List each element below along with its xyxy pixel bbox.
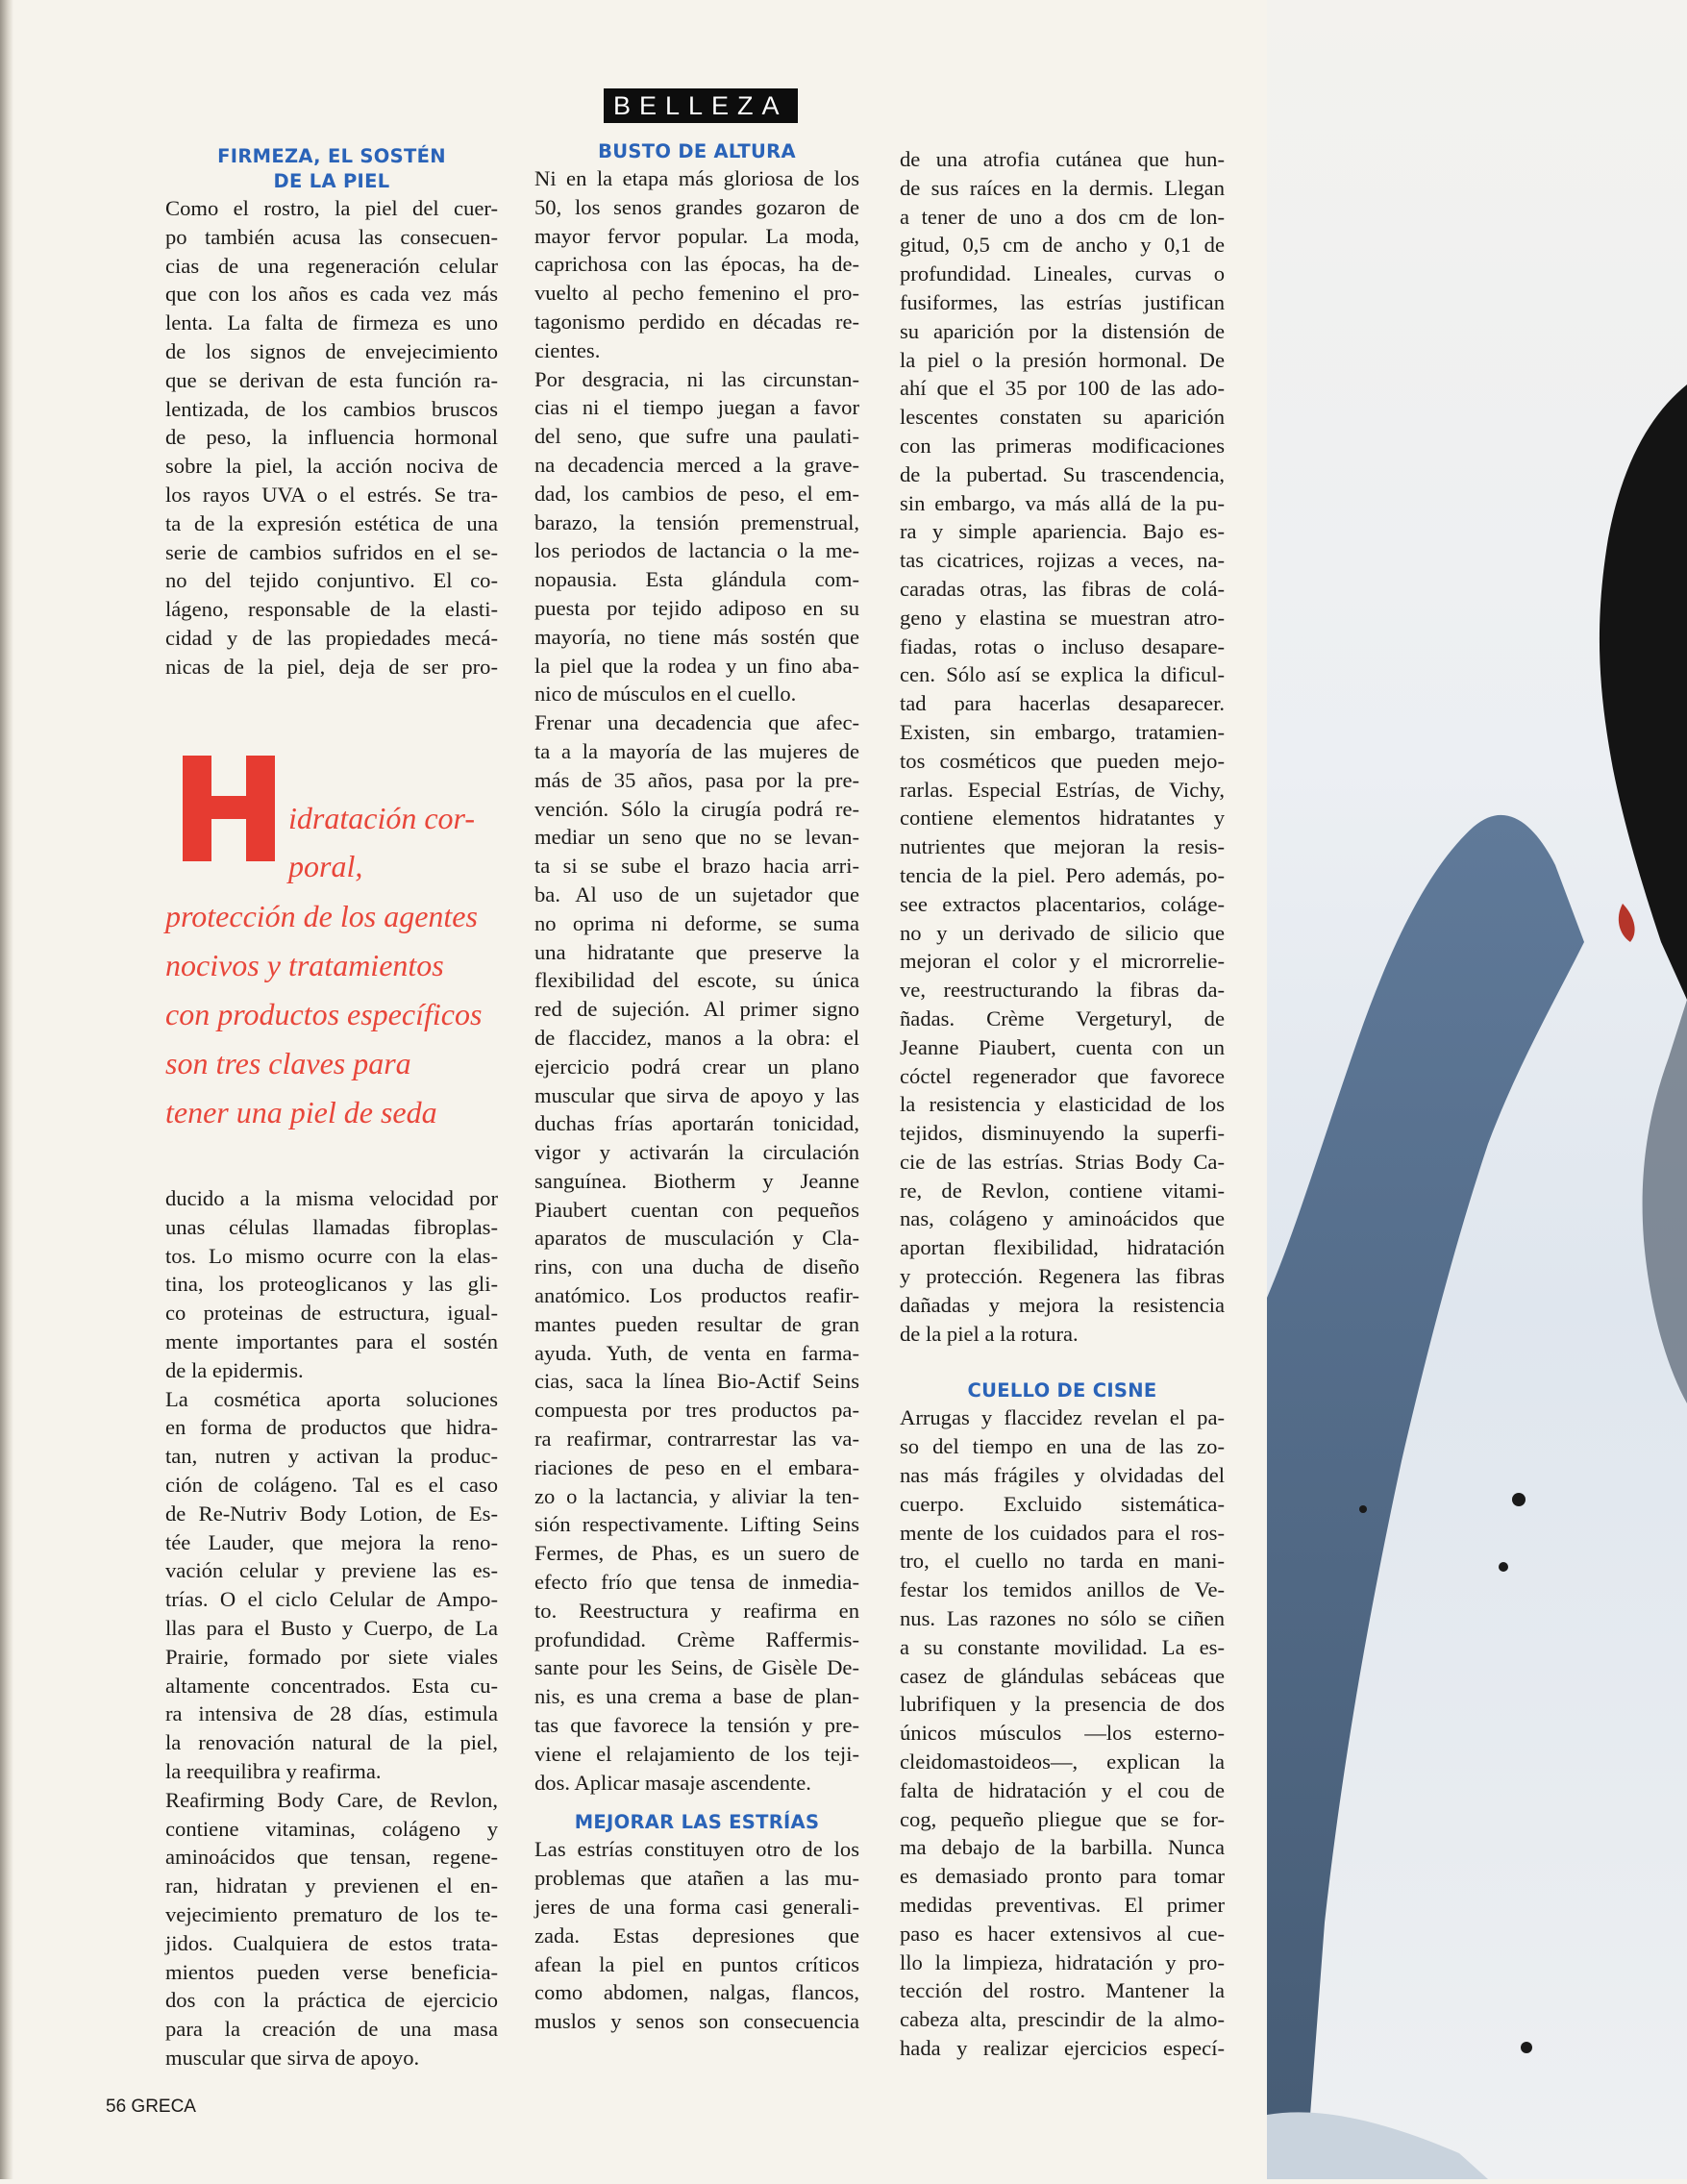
text-line: compuesta por tres productos pa- (534, 1398, 859, 1423)
text-line: dad, los cambios de peso, el em- (534, 481, 859, 506)
text-line: altamente concentrados. Esta cu- (165, 1673, 498, 1698)
text-line: 50, los senos grandes gozaron de (534, 194, 859, 219)
text-line: la piel o la presión hormonal. De (900, 347, 1225, 372)
text-line: Prairie, formado por siete viales (165, 1644, 498, 1669)
text-line: Existen, sin embargo, tratamien- (900, 719, 1225, 744)
heading-cuello: CUELLO DE CISNE (967, 1379, 1157, 1402)
page-folio: 56 GRECA (106, 2097, 196, 2117)
binding-shadow (0, 0, 13, 2179)
text-line: únicos músculos —los esterno- (900, 1721, 1225, 1746)
text-line: sión respectivamente. Lifting Seins (534, 1512, 859, 1537)
text-line: vención. Sólo la cirugía podrá re- (534, 796, 859, 821)
text-line: de Re-Nutriv Body Lotion, de Es- (165, 1501, 498, 1526)
text-line: de sus raíces en la dermis. Llegan (900, 175, 1225, 200)
text-line: Las estrías constituyen otro de los (534, 1837, 859, 1862)
text-line: falta de hidratación y el cou de (900, 1777, 1225, 1802)
text-line: lágeno, responsable de la elasti- (165, 597, 498, 622)
text-line: dañadas y mejora la resistencia (900, 1292, 1225, 1317)
text-line: ta si se sube el brazo hacia arri- (534, 854, 859, 879)
text-line: viene el relajamiento de los teji- (534, 1741, 859, 1766)
col2-text-2 (534, 1835, 859, 2036)
quote-line: poral, (288, 849, 363, 883)
text-line: aparatos de musculación y Cla- (534, 1226, 859, 1251)
text-line: lubrifiquen y la presencia de dos (900, 1692, 1225, 1717)
text-line: La cosmética aporta soluciones (165, 1386, 498, 1411)
text-line: rins, con una ducha de diseño (534, 1254, 859, 1279)
text-line: Piaubert cuentan con pequeños (534, 1197, 859, 1222)
text-line: duchas frías aportarán tonicidad, (534, 1111, 859, 1136)
text-line: problemas que atañen a las mu- (534, 1866, 859, 1891)
text-line: a tener de uno a dos cm de lon- (900, 204, 1225, 229)
snow-photo (1267, 0, 1687, 2179)
text-line: tina, los proteoglicanos y las gli- (165, 1272, 498, 1297)
text-line: so del tiempo en una de las zo- (900, 1434, 1225, 1459)
quote-line: nocivos y tratamientos (165, 948, 444, 982)
text-line: to. Reestructura y reafirma en (534, 1598, 859, 1623)
text-line: mayoría, no tiene más sostén que (534, 624, 859, 649)
text-line: que se derivan de esta función ra- (165, 367, 498, 392)
text-line: tos cosméticos que pueden mejo- (900, 748, 1225, 773)
text-line: que con los años es cada vez más (165, 282, 498, 307)
text-line: sanguínea. Biotherm y Jeanne (534, 1168, 859, 1193)
quote-line: son tres claves para (165, 1046, 411, 1080)
text-line: cie de las estrías. Strias Body Ca- (900, 1149, 1225, 1174)
text-line: tas cicatrices, rojizas a veces, na- (900, 548, 1225, 573)
text-line: caradas otras, las fibras de colá- (900, 576, 1225, 601)
text-line: ran, hidratan y previenen el en- (165, 1874, 498, 1899)
text-line: afean la piel en puntos críticos (534, 1951, 859, 1976)
text-line: vuelto al pecho femenino el pro- (534, 281, 859, 306)
text-line: cabeza alta, prescindir de la almo- (900, 2007, 1225, 2032)
quote-line: idratación cor- (288, 801, 475, 835)
text-line: con las primeras modificaciones (900, 433, 1225, 458)
text-line: flexibilidad del escote, su única (534, 968, 859, 993)
text-line: ducido a la misma velocidad por (165, 1186, 498, 1210)
text-line: contiene vitaminas, colágeno y (165, 1816, 498, 1841)
text-line: los periodos de lactancia o la me- (534, 538, 859, 563)
dropcap-H (183, 756, 275, 861)
text-line: su aparición por la distensión de (900, 318, 1225, 343)
text-line: cog, pequeño pliegue que se for- (900, 1806, 1225, 1831)
text-line: red de sujeción. Al primer signo (534, 997, 859, 1022)
text-line: profundidad. Lineales, curvas o (900, 261, 1225, 286)
text-line: co proteinas de estructura, igual- (165, 1301, 498, 1326)
quote-line: tener una piel de seda (165, 1095, 437, 1129)
text-line: ba. Al uso de un sujetador que (534, 881, 859, 906)
text-line: Jeanne Piaubert, cuenta con un (900, 1034, 1225, 1059)
text-line: como abdomen, nalgas, flancos, (534, 1980, 859, 2005)
text-line: vigor y activarán la circulación (534, 1140, 859, 1165)
text-line: tos. Lo mismo ocurre con la elas- (165, 1243, 498, 1268)
heading-estrias: MEJORAR LAS ESTRÍAS (574, 1811, 820, 1834)
text-line: de la pubertad. Su trascendencia, (900, 461, 1225, 486)
text-line: a su constante movilidad. La es- (900, 1634, 1225, 1659)
text-line: tencia de la piel. Pero además, po- (900, 862, 1225, 887)
text-line: mente de los cuidados para el ros- (900, 1520, 1225, 1545)
text-line: ayuda. Yuth, de venta en farma- (534, 1340, 859, 1365)
text-line: nas, colágeno y aminoácidos que (900, 1206, 1225, 1231)
text-line: na decadencia merced a la grave- (534, 452, 859, 477)
text-line: llo la limpieza, hidratación y pro- (900, 1949, 1225, 1974)
text-line: cleidomastoideos—, explican la (900, 1750, 1225, 1774)
text-line: no y un derivado de silicio que (900, 920, 1225, 945)
text-line: Por desgracia, ni las circunstan- (534, 366, 859, 391)
text-line: anatómico. Los productos reafir- (534, 1283, 859, 1308)
col3-text-2 (900, 1403, 1225, 2062)
text-line: cuerpo. Excluido sistemática- (900, 1491, 1225, 1516)
text-line: de la epidermis. (165, 1357, 304, 1382)
text-line: es demasiado pronto para tomar (900, 1864, 1225, 1889)
text-line: ma debajo de la barbilla. Nunca (900, 1835, 1225, 1860)
col1-bottom-text (165, 1184, 498, 2072)
text-line: dos con la práctica de ejercicio (165, 1988, 498, 2013)
text-line: del seno, que sufre una paulati- (534, 424, 859, 449)
text-line: caprichosa con las épocas, ha de- (534, 252, 859, 277)
text-line: tagonismo perdido en décadas re- (534, 309, 859, 334)
column-1-bottom (165, 1184, 498, 2072)
column-3 (900, 145, 1225, 2063)
text-line: lescentes constaten su aparición (900, 405, 1225, 430)
text-line: Arrugas y flaccidez revelan el pa- (900, 1405, 1225, 1430)
text-line: muscular que sirva de apoyo. (165, 2045, 420, 2070)
text-line: llas para el Busto y Cuerpo, de La (165, 1615, 498, 1640)
text-line: ta a la mayoría de las mujeres de (534, 738, 859, 763)
text-line: hada y realizar ejercicios especí- (900, 2036, 1225, 2060)
text-line: nutrientes que mejoran la resis- (900, 834, 1225, 859)
text-line: no oprima ni deforme, se suma (534, 910, 859, 935)
text-line: ahí que el 35 por 100 de las ado- (900, 376, 1225, 401)
text-line: gitud, 0,5 cm de ancho y 0,1 de (900, 233, 1225, 258)
section-tag: BELLEZA (604, 88, 798, 123)
text-line: see extractos placentarios, coláge- (900, 891, 1225, 916)
text-line: de la piel a la rotura. (900, 1321, 1079, 1346)
text-line: mantes pueden resultar de gran (534, 1311, 859, 1336)
col1-top-text (165, 194, 498, 682)
text-line: cóctel regenerador que favorece (900, 1063, 1225, 1088)
text-line: ra reafirmar, contrarrestar las va- (534, 1427, 859, 1452)
text-line: vación celular y previene las es- (165, 1558, 498, 1583)
heading-line: DE LA PIEL (273, 170, 390, 192)
pull-quote (165, 756, 498, 1140)
text-line: zada. Estas depresiones que (534, 1923, 859, 1948)
text-line: de una atrofia cutánea que hun- (900, 147, 1225, 171)
photo-illustration (1267, 0, 1687, 2179)
text-line: tan, nutren y activan la produc- (165, 1444, 498, 1469)
text-line: contiene elementos hidratantes y (900, 806, 1225, 831)
text-line: mente importantes para el sostén (165, 1328, 498, 1353)
text-line: re, de Revlon, contiene vitami- (900, 1178, 1225, 1203)
text-line: aportan flexibilidad, hidratación (900, 1235, 1225, 1260)
text-line: medidas preventivas. El primer (900, 1893, 1225, 1918)
text-line: cientes. (534, 337, 601, 362)
text-line: ejercicio podrá crear un plano (534, 1054, 859, 1079)
column-1-top (165, 144, 498, 682)
text-line: la piel que la rodea y un fino aba- (534, 653, 859, 678)
text-line: efecto frío que tensa de inmedia- (534, 1570, 859, 1595)
text-line: unas células llamadas fibroplas- (165, 1214, 498, 1239)
text-line: de flaccidez, manos a la obra: el (534, 1025, 859, 1050)
text-line: muscular que sirva de apoyo y las (534, 1082, 859, 1107)
text-line: más de 35 años, pasa por la pre- (534, 767, 859, 792)
text-line: cias ni el tiempo juegan a favor (534, 395, 859, 420)
text-line: los rayos UVA o el estrés. Se tra- (165, 482, 498, 507)
text-line: trías. O el ciclo Celular de Ampo- (165, 1587, 498, 1612)
text-line: en forma de productos que hidra- (165, 1415, 498, 1440)
text-line: mediar un seno que no se levan- (534, 825, 859, 850)
text-line: de los signos de envejecimiento (165, 338, 498, 363)
text-line: de peso, la influencia hormonal (165, 425, 498, 450)
text-line: festar los temidos anillos de Ve- (900, 1577, 1225, 1602)
quote-line: protección de los agentes (165, 899, 478, 933)
text-line: Frenar una decadencia que afec- (534, 710, 859, 735)
text-line: y protección. Regenera las fibras (900, 1264, 1225, 1289)
col3-text-1 (900, 145, 1225, 1348)
text-line: aminoácidos que tensan, regene- (165, 1845, 498, 1870)
text-line: jeres de una forma casi generali- (534, 1895, 859, 1920)
text-line: tée Lauder, que mejora la reno- (165, 1529, 498, 1554)
text-line: lenta. La falta de firmeza es uno (165, 310, 498, 335)
text-line: la reequilibra y reafirma. (165, 1758, 382, 1783)
text-line: lentizada, de los cambios bruscos (165, 396, 498, 421)
text-line: nis, es una crema a base de plan- (534, 1684, 859, 1709)
text-line: la renovación natural de la piel, (165, 1730, 498, 1755)
text-line: ra y simple apariencia. Bajo es- (900, 519, 1225, 544)
text-line: Fermes, de Phas, es un suero de (534, 1541, 859, 1566)
heading-firmeza (165, 144, 498, 194)
text-line: zo o la lactancia, y aliviar la ten- (534, 1483, 859, 1508)
text-line: cidad y de las propiedades mecá- (165, 625, 498, 650)
text-line: profundidad. Crème Raffermis- (534, 1626, 859, 1651)
text-line: vejecimiento prematuro de los te- (165, 1901, 498, 1926)
text-line: fusiformes, las estrías justifican (900, 289, 1225, 314)
text-line: tro, el cuello no tarda en mani- (900, 1549, 1225, 1574)
text-line: nas más frágiles y olvidadas del (900, 1463, 1225, 1488)
text-line: sante pour les Seins, de Gisèle De- (534, 1655, 859, 1680)
text-line: ñadas. Crème Vergeturyl, de (900, 1005, 1225, 1030)
text-line: riaciones de peso en el embara- (534, 1454, 859, 1479)
text-line: tad para hacerlas desaparecer. (900, 691, 1225, 716)
text-line: nicas de la piel, deja de ser pro- (165, 654, 498, 679)
text-line: jidos. Cualquiera de estos trata- (165, 1930, 498, 1955)
text-line: fiadas, rotas o incluso desapare- (900, 633, 1225, 658)
text-line: una hidratante que preserve la (534, 939, 859, 964)
text-line: muslos y senos son consecuencia (534, 2009, 859, 2034)
text-line: para la creación de una masa (165, 2017, 498, 2042)
text-line: casez de glándulas sebáceas que (900, 1663, 1225, 1688)
text-line: Ni en la etapa más gloriosa de los (534, 166, 859, 190)
text-line: mayor fervor popular. La moda, (534, 223, 859, 248)
text-line: cias, saca la línea Bio-Actif Seins (534, 1369, 859, 1394)
text-line: dos. Aplicar masaje ascendente. (534, 1770, 811, 1795)
text-line: ción de colágeno. Tal es el caso (165, 1472, 498, 1497)
col2-text-1 (534, 164, 859, 1797)
text-line: mejoran el color y el microrrelie- (900, 949, 1225, 974)
text-line: tejidos, disminuyendo la superfi- (900, 1121, 1225, 1146)
text-line: rarlas. Especial Estrías, de Vichy, (900, 777, 1225, 802)
text-line: serie de cambios sufridos en el se- (165, 539, 498, 564)
text-line: geno y elastina se muestran atro- (900, 605, 1225, 630)
text-line: nico de músculos en el cuello. (534, 682, 797, 707)
heading-line: FIRMEZA, EL SOSTÉN (217, 145, 446, 167)
text-line: la resistencia y elasticidad de los (900, 1092, 1225, 1117)
text-line: po también acusa las consecuen- (165, 224, 498, 249)
column-2 (534, 139, 859, 2036)
text-line: sobre la piel, la acción nociva de (165, 454, 498, 479)
text-line: cen. Sólo así se explica la dificul- (900, 662, 1225, 687)
text-line: ta de la expresión estética de una (165, 510, 498, 535)
text-line: no del tejido conjuntivo. El co- (165, 568, 498, 593)
text-line: mientos pueden verse beneficia- (165, 1959, 498, 1984)
text-line: nopausia. Esta glándula com- (534, 567, 859, 592)
text-line: barazo, la tensión premenstrual, (534, 509, 859, 534)
text-line: puesta por tejido adiposo en su (534, 595, 859, 620)
quote-line: con productos específicos (165, 997, 483, 1031)
text-line: Como el rostro, la piel del cuer- (165, 196, 498, 220)
text-line: sin embargo, va más allá de la pu- (900, 490, 1225, 515)
text-line: nus. Las razones no sólo se ciñen (900, 1606, 1225, 1631)
text-line: tección del rostro. Mantener la (900, 1978, 1225, 2003)
text-line: cias de una regeneración celular (165, 253, 498, 278)
text-line: ra intensiva de 28 días, estimula (165, 1701, 498, 1726)
text-line: paso es hacer extensivos al cue- (900, 1921, 1225, 1946)
text-line: Reafirming Body Care, de Revlon, (165, 1787, 498, 1812)
text-line: ve, reestructurando la fibras da- (900, 978, 1225, 1003)
text-line: tas que favorece la tensión y pre- (534, 1713, 859, 1738)
heading-busto: BUSTO DE ALTURA (598, 140, 796, 162)
